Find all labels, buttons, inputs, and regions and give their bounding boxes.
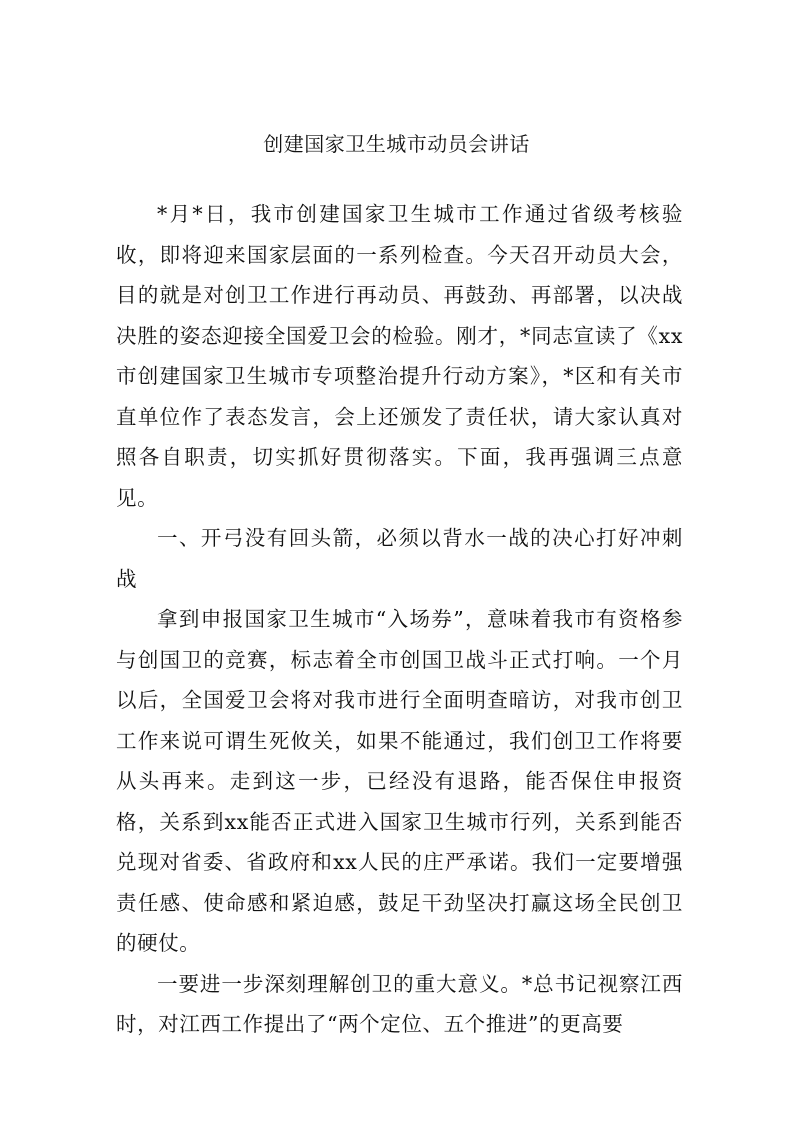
paragraph-intro: *月*日，我市创建国家卫生城市工作通过省级考核验收，即将迎来国家层面的一系列检查。今天召开动员大会，目的就是对创卫工作进行再动员、再鼓劲、再部署，以决战决胜的姿态迎接全国爱卫会的检验。刚才，*同志宣读了《xx市创建国家卫生城市专项整治提升行动方案》，*区和有关市直单位作了表态发言，会上还颁发了责任状，请大家认真对照各自职责，切实抓好贯彻落实。下面，我再强调三点意见。 — [116, 202, 683, 510]
document-title: 创建国家卫生城市动员会讲话 — [263, 132, 530, 156]
section-heading-1: 一、开弓没有回头箭，必须以背水一战的决心打好冲刺战 — [116, 526, 683, 591]
document-body — [116, 194, 683, 1045]
paragraph-point-1: 一要进一步深刻理解创卫的重大意义。*总书记视察江西时，对江西工作提出了“两个定位、五个推进”的更高要 — [116, 971, 683, 1036]
paragraph-section-1: 拿到申报国家卫生城市“入场券”，意味着我市有资格参与创国卫的竞赛，标志着全市创国卫战斗正式打响。一个月以后，全国爱卫会将对我市进行全面明查暗访，对我市创卫工作来说可谓生死攸关，如果不能通过，我们创卫工作将要从头再来。走到这一步，已经没有退路，能否保住申报资格，关系到xx能否正式进入国家卫生城市行列，关系到能否兑现对省委、省政府和xx人民的庄严承诺。我们一定要增强责任感、使命感和紧迫感，鼓足干劲坚决打赢这场全民创卫的硬仗。 — [116, 607, 683, 955]
